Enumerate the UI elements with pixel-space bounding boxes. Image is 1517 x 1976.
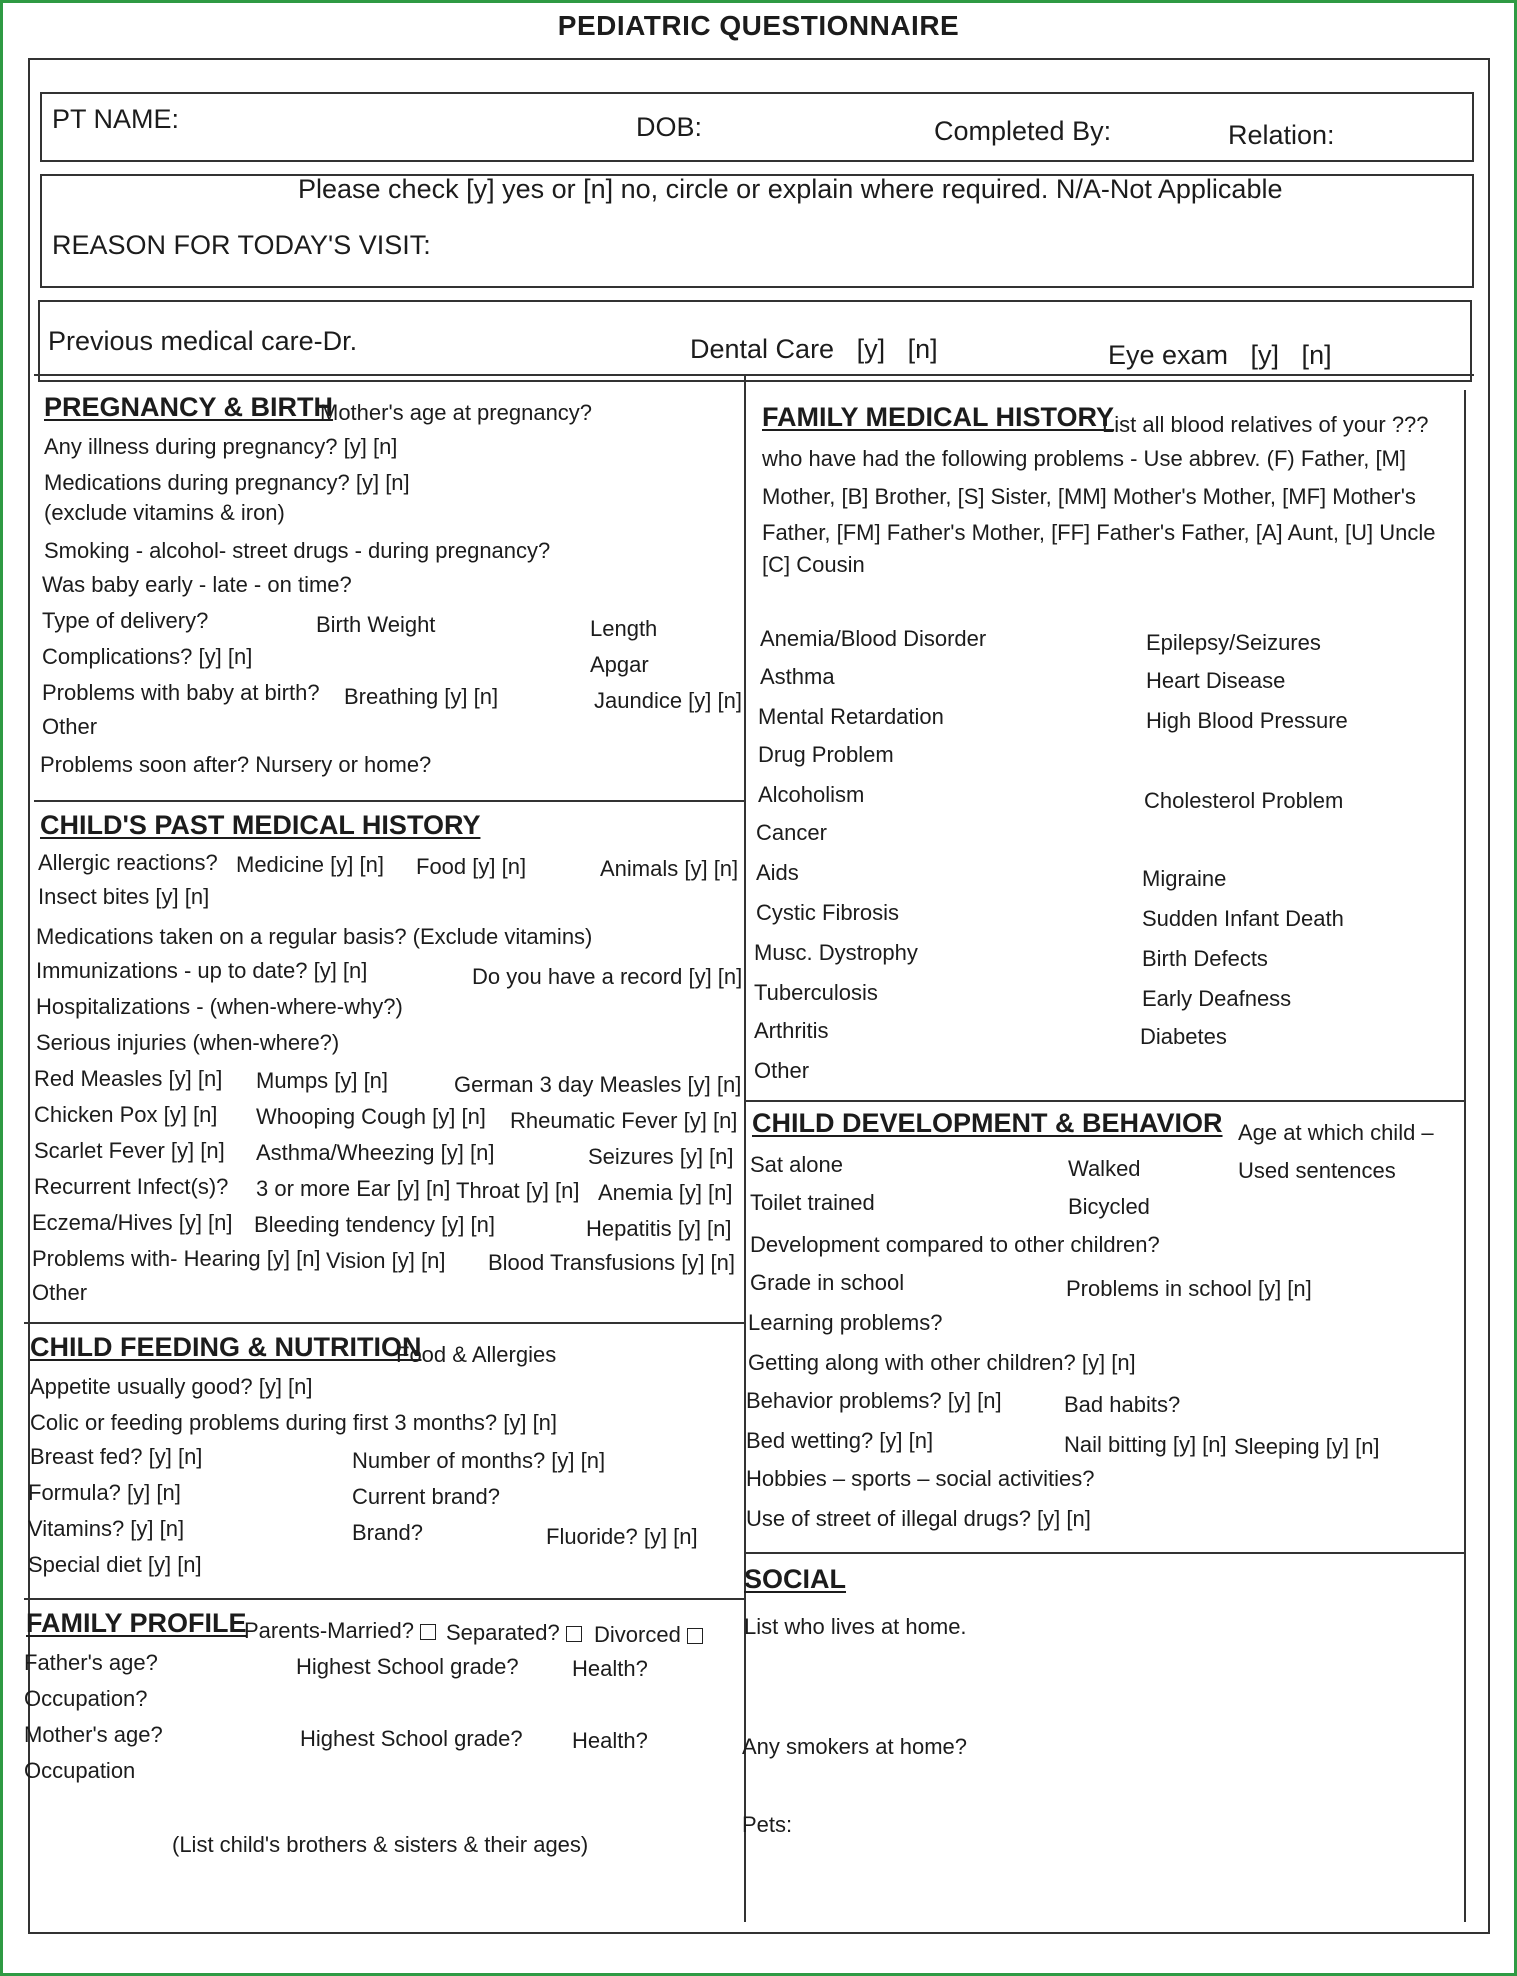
food-allergies-field[interactable]: Food & Allergies xyxy=(396,1342,557,1367)
seizures[interactable]: Seizures [y] [n] xyxy=(588,1144,734,1169)
siblings-note[interactable]: (List child's brothers & sisters & their ages) xyxy=(172,1832,589,1857)
family-condition-left[interactable]: Musc. Dystrophy xyxy=(754,940,918,965)
family-condition-right[interactable]: Migraine xyxy=(1142,866,1227,891)
animals-allergy[interactable]: Animals [y] [n] xyxy=(600,856,739,881)
eczema-hives[interactable]: Eczema/Hives [y] [n] xyxy=(32,1210,233,1235)
appetite-question[interactable]: Appetite usually good? [y] [n] xyxy=(30,1374,313,1399)
right-column-edge xyxy=(1464,390,1466,1922)
problems-school-question[interactable]: Problems in school [y] [n] xyxy=(1066,1276,1312,1301)
problems-after-question[interactable]: Problems soon after? Nursery or home? xyxy=(40,752,432,777)
brand-field[interactable]: Brand? xyxy=(352,1520,423,1545)
family-condition-right[interactable]: Cholesterol Problem xyxy=(1144,788,1344,813)
illness-question[interactable]: Any illness during pregnancy? [y] [n] xyxy=(44,434,398,459)
blood-transfusions[interactable]: Blood Transfusions [y] [n] xyxy=(488,1250,736,1275)
page-title: PEDIATRIC QUESTIONNAIRE xyxy=(557,10,960,41)
eye-exam-field[interactable]: Eye exam [y] [n] xyxy=(1108,340,1332,370)
german-measles[interactable]: German 3 day Measles [y] [n] xyxy=(454,1072,742,1097)
section-divider xyxy=(34,374,1474,376)
instructions-text: Please check [y] yes or [n] no, circle or explain where required. N/A-Not Applicable xyxy=(298,174,1283,204)
problems-birth-question[interactable]: Problems with baby at birth? xyxy=(42,680,320,705)
delivery-question[interactable]: Type of delivery? xyxy=(42,608,209,633)
bad-habits-field[interactable]: Bad habits? xyxy=(1064,1392,1181,1417)
whooping-cough[interactable]: Whooping Cough [y] [n] xyxy=(256,1104,486,1129)
walked-field[interactable]: Walked xyxy=(1068,1156,1141,1181)
colic-question[interactable]: Colic or feeding problems during first 3 months? [y] [n] xyxy=(30,1410,558,1435)
mothers-age-field[interactable]: Mother's age? xyxy=(24,1722,163,1747)
pregnancy-birth-heading: PREGNANCY & BIRTH xyxy=(44,392,334,422)
development-compared-question[interactable]: Development compared to other children? xyxy=(750,1232,1160,1257)
smokers-question[interactable]: Any smokers at home? xyxy=(742,1734,967,1759)
breathing-question[interactable]: Breathing [y] [n] xyxy=(344,684,499,709)
hearing-problems[interactable]: Problems with- Hearing [y] [n] xyxy=(32,1246,321,1271)
lives-at-home-field[interactable]: List who lives at home. xyxy=(744,1614,967,1639)
fluoride-question[interactable]: Fluoride? [y] [n] xyxy=(546,1524,698,1549)
throat-infections[interactable]: Throat [y] [n] xyxy=(456,1178,580,1203)
chicken-pox[interactable]: Chicken Pox [y] [n] xyxy=(34,1102,218,1127)
record-question[interactable]: Do you have a record [y] [n] xyxy=(472,964,743,989)
mother-occupation[interactable]: Occupation xyxy=(24,1758,136,1783)
regular-meds-question[interactable]: Medications taken on a regular basis? (Exclude vitamins) xyxy=(36,924,593,949)
sentences-field[interactable]: Used sentences xyxy=(1238,1158,1396,1183)
family-history-intro: who have had the following problems - Use abbrev. (F) Father, [M] xyxy=(762,446,1406,471)
feeding-nutrition-heading: CHILD FEEDING & NUTRITION xyxy=(30,1332,422,1362)
family-history-intro: Father, [FM] Father's Mother, [FF] Father's Father, [A] Aunt, [U] Uncle xyxy=(762,520,1436,545)
apgar-field[interactable]: Apgar xyxy=(590,652,649,677)
pt-name-field[interactable]: PT NAME: xyxy=(52,104,180,134)
mother-school-grade[interactable]: Highest School grade? xyxy=(300,1726,523,1751)
completed-by-field[interactable]: Completed By: xyxy=(934,116,1112,146)
family-condition-left[interactable]: Drug Problem xyxy=(758,742,894,767)
recurrent-infections[interactable]: Recurrent Infect(s)? xyxy=(34,1174,229,1199)
breast-fed-question[interactable]: Breast fed? [y] [n] xyxy=(30,1444,203,1469)
family-history-intro: List all blood relatives of your ??? xyxy=(1102,412,1429,437)
social-heading: SOCIAL xyxy=(744,1564,847,1594)
injuries-question[interactable]: Serious injuries (when-where?) xyxy=(36,1030,340,1055)
special-diet-question[interactable]: Special diet [y] [n] xyxy=(28,1552,202,1577)
early-late-question[interactable]: Was baby early - late - on time? xyxy=(42,572,352,597)
family-medical-history-heading: FAMILY MEDICAL HISTORY xyxy=(762,402,1115,432)
bed-wetting-question[interactable]: Bed wetting? [y] [n] xyxy=(746,1428,934,1453)
section-divider xyxy=(746,1100,1464,1102)
father-occupation[interactable]: Occupation? xyxy=(24,1686,148,1711)
smoking-question[interactable]: Smoking - alcohol- street drugs - during pregnancy? xyxy=(44,538,551,563)
red-measles[interactable]: Red Measles [y] [n] xyxy=(34,1066,223,1091)
food-allergy[interactable]: Food [y] [n] xyxy=(416,854,527,879)
birth-weight-field[interactable]: Birth Weight xyxy=(316,612,436,637)
family-condition-left[interactable]: Tuberculosis xyxy=(754,980,878,1005)
toilet-trained-field[interactable]: Toilet trained xyxy=(750,1190,875,1215)
dental-care-field[interactable]: Dental Care [y] [n] xyxy=(690,334,938,364)
family-condition-left[interactable]: Cancer xyxy=(756,820,827,845)
nail-biting-question[interactable]: Nail bitting [y] [n] xyxy=(1064,1432,1227,1457)
sat-alone-field[interactable]: Sat alone xyxy=(750,1152,843,1177)
ear-infections[interactable]: 3 or more Ear [y] [n] xyxy=(256,1176,451,1201)
family-history-intro: Mother, [B] Brother, [S] Sister, [MM] Mother's Mother, [MF] Mother's xyxy=(762,484,1416,509)
getting-along-question[interactable]: Getting along with other children? [y] [n] xyxy=(748,1350,1136,1375)
learning-problems-question[interactable]: Learning problems? xyxy=(748,1310,943,1335)
immunizations-question[interactable]: Immunizations - up to date? [y] [n] xyxy=(36,958,368,983)
bleeding-tendency[interactable]: Bleeding tendency [y] [n] xyxy=(254,1212,495,1237)
bicycled-field[interactable]: Bicycled xyxy=(1068,1194,1150,1219)
vitamins-question[interactable]: Vitamins? [y] [n] xyxy=(28,1516,185,1541)
family-condition-right[interactable]: High Blood Pressure xyxy=(1146,708,1348,733)
asthma-wheezing[interactable]: Asthma/Wheezing [y] [n] xyxy=(256,1140,495,1165)
age-at-which-label: Age at which child – xyxy=(1238,1120,1434,1145)
family-condition-right[interactable]: Birth Defects xyxy=(1142,946,1268,971)
pregnancy-other-field[interactable]: Other xyxy=(42,714,98,739)
sleeping-question[interactable]: Sleeping [y] [n] xyxy=(1234,1434,1380,1459)
insect-bites[interactable]: Insect bites [y] [n] xyxy=(38,884,210,909)
family-condition-left[interactable]: Asthma xyxy=(760,664,835,689)
family-condition-left[interactable]: Cystic Fibrosis xyxy=(756,900,900,925)
mothers-age-question[interactable]: Mother's age at pregnancy? xyxy=(320,400,593,425)
section-divider xyxy=(24,1598,746,1600)
scarlet-fever[interactable]: Scarlet Fever [y] [n] xyxy=(34,1138,225,1163)
married-checkbox[interactable]: Parents-Married? xyxy=(244,1618,436,1644)
family-condition-right[interactable]: Early Deafness xyxy=(1142,986,1292,1011)
months-question[interactable]: Number of months? [y] [n] xyxy=(352,1448,606,1473)
mumps[interactable]: Mumps [y] [n] xyxy=(256,1068,389,1093)
previous-care-field[interactable]: Previous medical care-Dr. xyxy=(48,326,358,356)
family-history-intro: [C] Cousin xyxy=(762,552,865,577)
family-condition-left[interactable]: Aids xyxy=(756,860,799,885)
divorced-checkbox[interactable]: Divorced xyxy=(594,1622,703,1648)
length-field[interactable]: Length xyxy=(590,616,658,641)
family-condition-right[interactable]: Epilepsy/Seizures xyxy=(1146,630,1321,655)
family-condition-left[interactable]: Mental Retardation xyxy=(758,704,944,729)
family-condition-left[interactable]: Arthritis xyxy=(754,1018,829,1043)
hospitalizations-question[interactable]: Hospitalizations - (when-where-why?) xyxy=(36,994,403,1019)
section-divider xyxy=(24,1322,746,1324)
family-condition-right[interactable]: Heart Disease xyxy=(1146,668,1286,693)
past-history-other-field[interactable]: Other xyxy=(32,1280,88,1305)
section-divider xyxy=(34,800,746,802)
family-condition-left[interactable]: Alcoholism xyxy=(758,782,865,807)
dob-field[interactable]: DOB: xyxy=(636,112,703,142)
family-condition-left[interactable]: Anemia/Blood Disorder xyxy=(760,626,987,651)
anemia[interactable]: Anemia [y] [n] xyxy=(598,1180,733,1205)
jaundice-question[interactable]: Jaundice [y] [n] xyxy=(594,688,742,713)
reason-for-visit-field[interactable]: REASON FOR TODAY'S VISIT: xyxy=(52,230,431,260)
relation-field[interactable]: Relation: xyxy=(1228,120,1335,150)
rheumatic-fever[interactable]: Rheumatic Fever [y] [n] xyxy=(510,1108,738,1133)
pets-field[interactable]: Pets: xyxy=(742,1812,793,1837)
column-divider xyxy=(744,374,746,1922)
family-profile-heading: FAMILY PROFILE xyxy=(26,1608,247,1638)
past-medical-history-heading: CHILD'S PAST MEDICAL HISTORY xyxy=(40,810,481,840)
family-condition-right[interactable]: Sudden Infant Death xyxy=(1142,906,1344,931)
mother-health[interactable]: Health? xyxy=(572,1728,648,1753)
family-condition-right[interactable]: Diabetes xyxy=(1140,1024,1227,1049)
current-brand-field[interactable]: Current brand? xyxy=(352,1484,500,1509)
complications-question[interactable]: Complications? [y] [n] xyxy=(42,644,253,669)
medications-note: (exclude vitamins & iron) xyxy=(44,500,285,525)
formula-question[interactable]: Formula? [y] [n] xyxy=(28,1480,181,1505)
separated-checkbox[interactable]: Separated? xyxy=(446,1620,582,1646)
father-school-grade[interactable]: Highest School grade? xyxy=(296,1654,519,1679)
father-health[interactable]: Health? xyxy=(572,1656,648,1681)
family-condition-left[interactable]: Other xyxy=(754,1058,810,1083)
drugs-question[interactable]: Use of street of illegal drugs? [y] [n] xyxy=(746,1506,1091,1531)
behavior-problems-question[interactable]: Behavior problems? [y] [n] xyxy=(746,1388,1002,1413)
hobbies-question[interactable]: Hobbies – sports – social activities? xyxy=(746,1466,1095,1491)
grade-field[interactable]: Grade in school xyxy=(750,1270,905,1295)
fathers-age-field[interactable]: Father's age? xyxy=(24,1650,158,1675)
development-behavior-heading: CHILD DEVELOPMENT & BEHAVIOR xyxy=(752,1108,1223,1138)
medicine-allergy[interactable]: Medicine [y] [n] xyxy=(236,852,384,877)
vision-problems[interactable]: Vision [y] [n] xyxy=(326,1248,446,1273)
allergic-question[interactable]: Allergic reactions? xyxy=(38,850,218,875)
section-divider xyxy=(746,1552,1464,1554)
hepatitis[interactable]: Hepatitis [y] [n] xyxy=(586,1216,732,1241)
medications-question[interactable]: Medications during pregnancy? [y] [n] xyxy=(44,470,410,495)
